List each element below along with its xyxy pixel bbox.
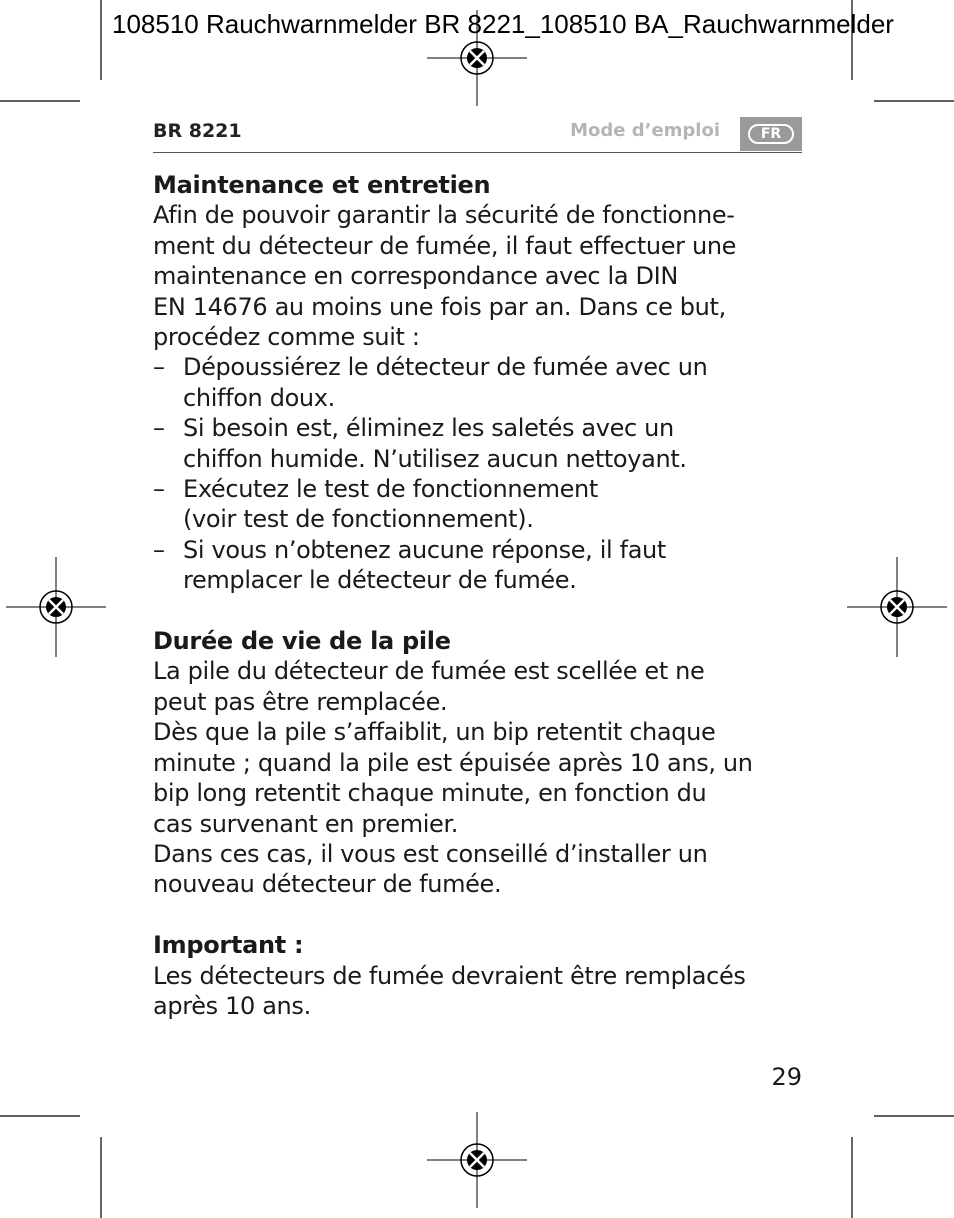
paragraph-line: La pile du détecteur de fumée est scellée et ne <box>153 657 705 686</box>
paragraph-line: peut pas être remplacée. <box>153 687 448 716</box>
list-item-line: (voir test de fonctionnement). <box>183 505 534 534</box>
registration-mark-right <box>847 557 947 657</box>
paragraph-line: Dans ces cas, il vous est conseillé d’installer un <box>153 839 708 868</box>
list-item <box>153 413 813 474</box>
model-name: BR 8221 <box>153 120 242 142</box>
paragraph-line: Dès que la pile s’affaiblit, un bip retentit chaque <box>153 718 716 747</box>
list-item <box>153 474 813 535</box>
list-item-line: – Si besoin est, éliminez les saletés avec un <box>183 414 674 443</box>
paragraph-line: minute ; quand la pile est épuisée après 10 ans, un <box>153 748 753 777</box>
print-slug-line: 108510 Rauchwarnmelder BR 8221_108510 BA_Rauchwarnmelder <box>112 9 894 39</box>
language-tab <box>740 117 802 151</box>
section-title-battery-life: Durée de vie de la pile <box>153 627 451 656</box>
paragraph-line: nouveau détecteur de fumée. <box>153 870 502 899</box>
section-important <box>153 930 813 1021</box>
section-spacer <box>153 596 813 626</box>
registration-mark-left <box>6 557 106 657</box>
paragraph-line: maintenance en correspondance avec la DIN <box>153 262 678 291</box>
paragraph-line: bip long retentit chaque minute, en fonction du <box>153 779 707 808</box>
section-title-important: Important : <box>153 931 304 960</box>
section-spacer <box>153 900 813 930</box>
page-number: 29 <box>771 1063 802 1091</box>
paragraph-line: Afin de pouvoir garantir la sécurité de fonctionne- <box>153 201 735 230</box>
list-item-line: remplacer le détecteur de fumée. <box>183 566 577 595</box>
page-content <box>153 170 813 1021</box>
language-badge: FR <box>748 124 794 144</box>
paragraph-line: après 10 ans. <box>153 991 311 1020</box>
list-item-line: – Si vous n’obtenez aucune réponse, il faut <box>183 535 666 564</box>
section-maintenance <box>153 170 813 596</box>
list-item-line: chiffon doux. <box>183 383 335 412</box>
paragraph-line: EN 14676 au moins une fois par an. Dans ce but, <box>153 292 726 321</box>
maintenance-steps-list <box>153 352 813 595</box>
registration-mark-bottom <box>427 1112 527 1208</box>
document-type: Mode d’emploi <box>570 120 720 141</box>
list-item-line: – Exécutez le test de fonctionnement <box>183 475 598 504</box>
section-title-maintenance: Maintenance et entretien <box>153 171 491 199</box>
paragraph-line: procédez comme suit : <box>153 323 420 352</box>
list-item-line: – Dépoussiérez le détecteur de fumée avec un <box>183 353 708 382</box>
paragraph-line: ment du détecteur de fumée, il faut effectuer une <box>153 231 737 260</box>
section-battery-life <box>153 626 813 900</box>
list-item <box>153 535 813 596</box>
paragraph-line: Les détecteurs de fumée devraient être remplacés <box>153 961 746 990</box>
paragraph-line: cas survenant en premier. <box>153 809 459 838</box>
list-item-line: chiffon humide. N’utilisez aucun nettoyant. <box>183 444 687 473</box>
page-header <box>153 116 802 153</box>
list-item <box>153 352 813 413</box>
